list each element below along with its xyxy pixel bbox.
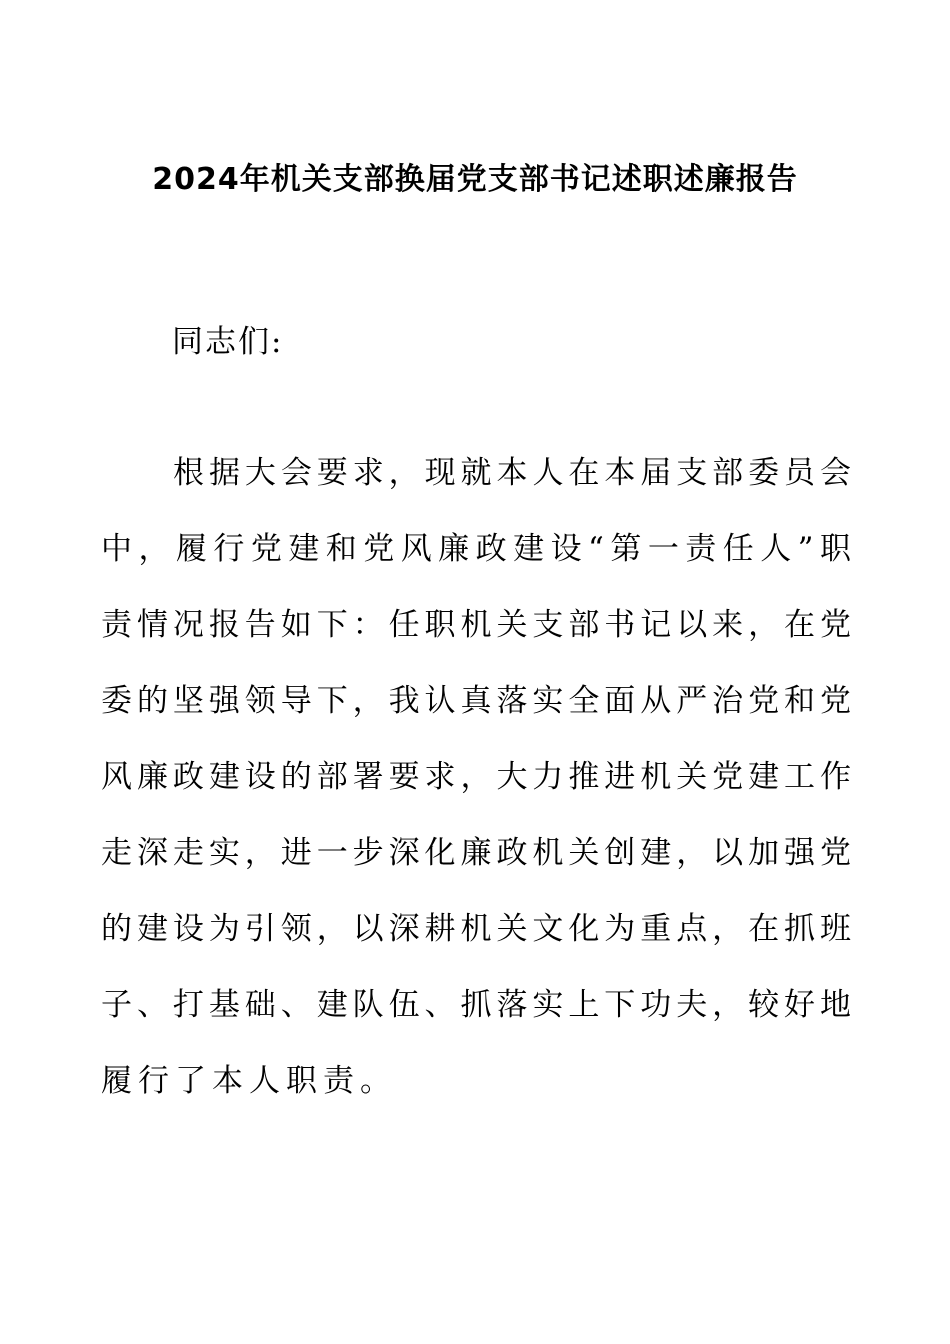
body-paragraph [101, 443, 851, 1127]
paragraph-line: 责情况报告如下：任职机关支部书记以来，在党 [101, 607, 851, 643]
salutation: 同志们: [172, 324, 284, 360]
document-title: 2024年机关支部换届党支部书记述职述廉报告 [152, 162, 798, 197]
paragraph-line: 履行了本人职责。 [101, 1063, 397, 1099]
paragraph-line: 中，履行党建和党风廉政建设“第一责任人”职 [101, 531, 851, 567]
paragraph-line: 的建设为引领，以深耕机关文化为重点，在抓班 [101, 911, 851, 947]
paragraph-line: 子、打基础、建队伍、抓落实上下功夫，较好地 [101, 987, 851, 1023]
paragraph-line: 走深走实，进一步深化廉政机关创建，以加强党 [101, 835, 851, 871]
paragraph-line: 委的坚强领导下，我认真落实全面从严治党和党 [101, 683, 851, 719]
paragraph-line: 根据大会要求，现就本人在本届支部委员会 [173, 455, 851, 491]
paragraph-line: 风廉政建设的部署要求，大力推进机关党建工作 [101, 759, 851, 795]
